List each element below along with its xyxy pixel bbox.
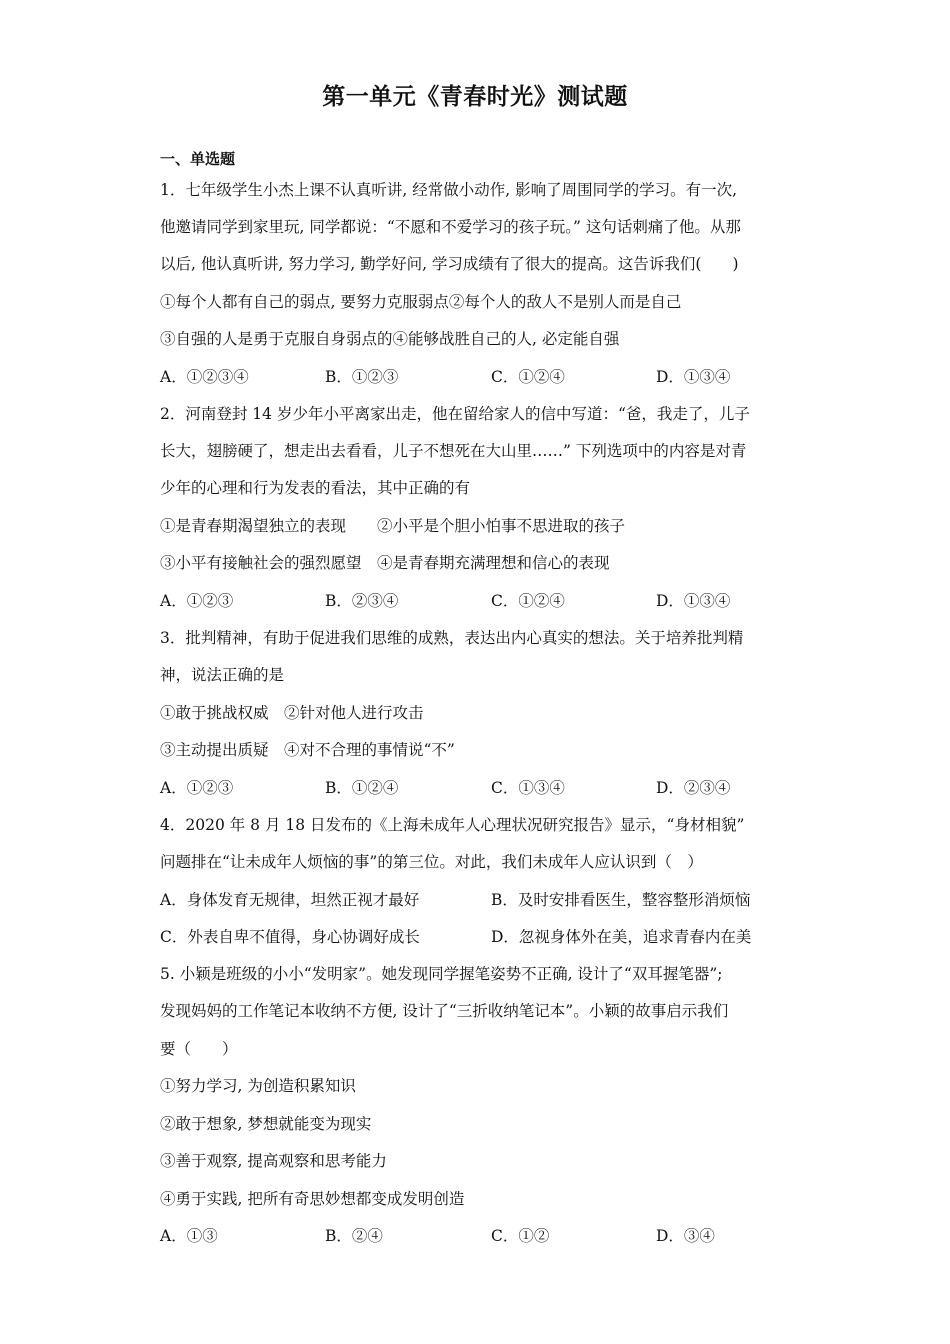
q4-option-b: B．及时安排看医生，整容整形消烦恼 <box>491 891 751 909</box>
q4-line: 4．2020 年 8 月 18 日发布的《上海未成年人心理状况研究报告》显示，“身材相貌” <box>160 816 745 834</box>
q3-statement: ①敢于挑战权威 ②针对他人进行攻击 <box>160 704 424 722</box>
q2-option-b: B．②③④ <box>325 592 399 610</box>
page-title: 第一单元《青春时光》测试题 <box>322 84 628 110</box>
q5-option-a: A．①③ <box>160 1227 218 1245</box>
q4-line: 问题排在“让未成年人烦恼的事”的第三位。对此，我们未成年人应认识到（ ） <box>160 853 703 871</box>
q3-statement: ③主动提出质疑 ④对不合理的事情说“不” <box>160 741 455 759</box>
q5-option-d: D．③④ <box>656 1227 715 1245</box>
q5-line: 5. 小颖是班级的小小“发明家”。她发现同学握笔姿势不正确, 设计了“双耳握笔器”; <box>160 965 723 983</box>
q1-line: 1．七年级学生小杰上课不认真听讲, 经常做小动作, 影响了周围同学的学习。有一次, <box>160 181 737 199</box>
q3-option-b: B．①②④ <box>325 779 399 797</box>
q2-option-a: A．①②③ <box>160 592 234 610</box>
q1-option-a: A．①②③④ <box>160 368 249 386</box>
q4-option-c: C．外表自卑不值得，身心协调好成长 <box>160 928 420 946</box>
q5-line: 要（ ） <box>160 1040 238 1058</box>
q5-statement: ①努力学习, 为创造积累知识 <box>160 1077 356 1095</box>
q1-line: 他邀请同学到家里玩, 同学都说：“不愿和不爱学习的孩子玩。” 这句话刺痛了他。从那 <box>160 218 741 236</box>
q1-option-c: C．①②④ <box>491 368 565 386</box>
q5-option-c: C．①② <box>491 1227 550 1245</box>
q3-line: 3．批判精神，有助于促进我们思维的成熟，表达出内心真实的想法。关于培养批判精 <box>160 629 744 647</box>
q2-option-d: D．①③④ <box>656 592 731 610</box>
q3-option-a: A．①②③ <box>160 779 234 797</box>
q5-line: 发现妈妈的工作笔记本收纳不方便, 设计了“三折收纳笔记本”。小颖的故事启示我们 <box>160 1002 729 1020</box>
section-heading: 一、单选题 <box>160 150 236 168</box>
q1-statement: ①每个人都有自己的弱点, 要努力克服弱点②每个人的敌人不是别人而是自己 <box>160 293 682 311</box>
q5-option-b: B．②④ <box>325 1227 383 1245</box>
q5-statement: ③善于观察, 提高观察和思考能力 <box>160 1152 387 1170</box>
q3-line: 神，说法正确的是 <box>160 666 285 684</box>
q1-option-b: B．①②③ <box>325 368 399 386</box>
q2-line: 少年的心理和行为发表的看法，其中正确的有 <box>160 479 471 497</box>
q4-option-d: D．忽视身体外在美，追求青春内在美 <box>491 928 752 946</box>
q3-option-d: D．②③④ <box>656 779 731 797</box>
q2-statement: ③小平有接触社会的强烈愿望 ④是青春期充满理想和信心的表现 <box>160 554 610 572</box>
q2-line: 长大，翅膀硬了，想走出去看看，儿子不想死在大山里……” 下列选项中的内容是对青 <box>160 442 747 460</box>
q2-line: 2．河南登封 14 岁少年小平离家出走，他在留给家人的信中写道：“爸，我走了，儿子 <box>160 405 750 423</box>
q1-statement: ③自强的人是勇于克服自身弱点的④能够战胜自己的人, 必定能自强 <box>160 330 620 348</box>
q2-statement: ①是青春期渴望独立的表现 ②小平是个胆小怕事不思进取的孩子 <box>160 517 626 535</box>
q1-line: 以后, 他认真听讲, 努力学习, 勤学好问, 学习成绩有了很大的提高。这告诉我们( ) <box>160 255 739 273</box>
q1-option-d: D．①③④ <box>656 368 731 386</box>
q4-option-a: A．身体发育无规律，坦然正视才最好 <box>160 891 420 909</box>
q5-statement: ④勇于实践, 把所有奇思妙想都变成发明创造 <box>160 1190 465 1208</box>
q5-statement: ②敢于想象, 梦想就能变为现实 <box>160 1115 372 1133</box>
q3-option-c: C．①③④ <box>491 779 565 797</box>
q2-option-c: C．①②④ <box>491 592 565 610</box>
